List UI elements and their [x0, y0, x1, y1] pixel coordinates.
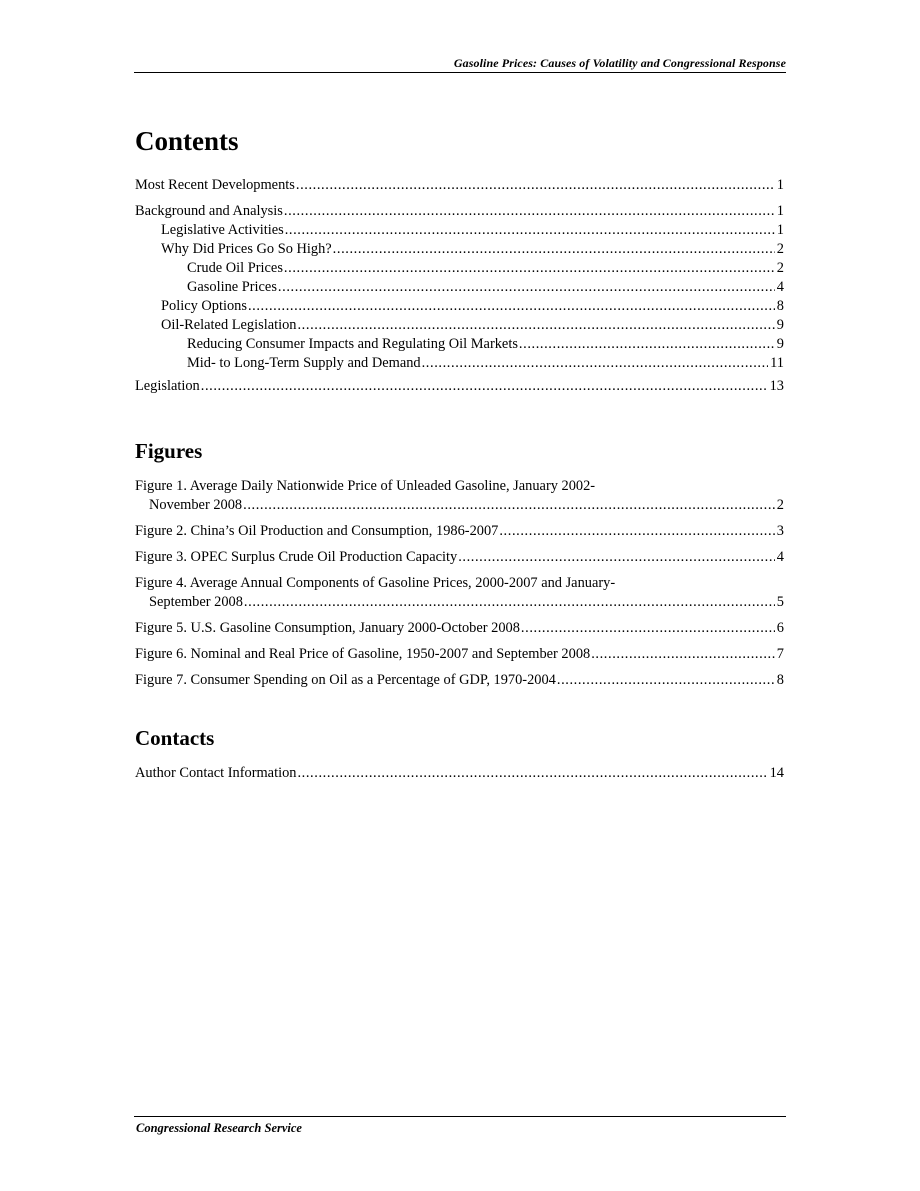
figure-entry[interactable] — [135, 619, 784, 638]
figure-entry-title: Figure 6. Nominal and Real Price of Gasoline, 1950-2007 and September 2008 — [135, 646, 591, 662]
toc-entry-title: Most Recent Developments — [135, 177, 295, 193]
figure-entry-page: 4 — [776, 549, 784, 565]
toc-entry-page: 8 — [776, 298, 784, 314]
toc-entry-page: 1 — [776, 222, 784, 238]
running-footer: Congressional Research Service — [136, 1121, 302, 1135]
toc-entry-title: Why Did Prices Go So High? — [161, 241, 332, 257]
figure-entry-title: Figure 7. Consumer Spending on Oil as a Percentage of GDP, 1970-2004 — [135, 672, 556, 688]
figures-list — [135, 477, 784, 690]
contact-entry-title: Author Contact Information — [135, 765, 297, 781]
dot-leader — [201, 377, 768, 396]
toc-entry[interactable] — [135, 377, 784, 396]
figures-heading: Figures — [135, 439, 203, 463]
toc-entry-page: 2 — [776, 260, 784, 276]
figure-entry-title: Figure 3. OPEC Surplus Crude Oil Production Capacity — [135, 549, 458, 565]
toc-entry-title: Policy Options — [161, 298, 247, 314]
dot-leader — [557, 671, 775, 690]
running-header: Gasoline Prices: Causes of Volatility and Congressional Response — [453, 56, 786, 70]
contact-entry-page: 14 — [769, 765, 784, 781]
figure-entry-page: 8 — [776, 672, 784, 688]
toc-entry-page: 1 — [776, 203, 784, 219]
toc-entry-title: Background and Analysis — [135, 203, 283, 219]
toc-entry[interactable] — [135, 316, 784, 335]
figure-entry-page: 2 — [776, 497, 784, 513]
contents-heading: Contents — [135, 126, 239, 156]
figure-entry-title-line2: November 2008 — [149, 497, 243, 513]
dot-leader — [248, 297, 775, 316]
toc-entry-title: Legislative Activities — [161, 222, 284, 238]
toc-entry-title: Gasoline Prices — [187, 279, 277, 295]
toc-entry-title: Reducing Consumer Impacts and Regulating Oil Markets — [187, 336, 518, 352]
toc-entry[interactable] — [135, 335, 784, 354]
toc-entry-page: 13 — [769, 378, 784, 394]
dot-leader — [499, 522, 774, 541]
contact-entry[interactable] — [135, 764, 784, 783]
toc-entry[interactable] — [135, 259, 784, 278]
figure-entry-page: 7 — [776, 646, 784, 662]
contacts-list — [135, 764, 784, 783]
toc-entry[interactable] — [135, 176, 784, 195]
footer-rule — [134, 1116, 786, 1117]
toc-entry[interactable] — [135, 278, 784, 297]
figure-entry[interactable] — [135, 548, 784, 567]
toc-entry-page: 1 — [776, 177, 784, 193]
dot-leader — [591, 645, 775, 664]
figure-entry-page: 6 — [776, 620, 784, 636]
figure-entry-title: Figure 2. China’s Oil Production and Consumption, 1986-2007 — [135, 523, 499, 539]
dot-leader — [458, 548, 775, 567]
toc-entry-title: Crude Oil Prices — [187, 260, 283, 276]
figure-entry-title-line1: Figure 4. Average Annual Components of Gasoline Prices, 2000-2007 and January- — [135, 575, 616, 591]
contents-list — [135, 176, 784, 396]
figure-entry[interactable] — [135, 477, 784, 515]
dot-leader — [285, 221, 775, 240]
toc-entry-page: 9 — [776, 317, 784, 333]
table-of-contents — [135, 126, 784, 783]
dot-leader — [244, 593, 775, 612]
figure-entry-page: 3 — [776, 523, 784, 539]
dot-leader — [422, 354, 769, 373]
toc-entry[interactable] — [135, 240, 784, 259]
dot-leader — [243, 496, 775, 515]
toc-entry-page: 4 — [776, 279, 784, 295]
toc-entry[interactable] — [135, 202, 784, 221]
toc-entry[interactable] — [135, 221, 784, 240]
toc-entry-title: Legislation — [135, 378, 200, 394]
header-rule — [134, 72, 786, 73]
dot-leader — [278, 278, 775, 297]
toc-entry-page: 9 — [776, 336, 784, 352]
dot-leader — [333, 240, 775, 259]
dot-leader — [284, 259, 775, 278]
dot-leader — [297, 316, 774, 335]
toc-entry[interactable] — [135, 354, 784, 373]
figure-entry[interactable] — [135, 522, 784, 541]
figure-entry-title-line2: September 2008 — [149, 594, 243, 610]
toc-entry[interactable] — [135, 297, 784, 316]
dot-leader — [521, 619, 775, 638]
figure-entry[interactable] — [135, 671, 784, 690]
dot-leader — [519, 335, 775, 354]
toc-entry-page: 2 — [776, 241, 784, 257]
figure-entry-title: Figure 5. U.S. Gasoline Consumption, January 2000-October 2008 — [135, 620, 520, 636]
figure-entry[interactable] — [135, 645, 784, 664]
toc-entry-title: Mid- to Long-Term Supply and Demand — [187, 355, 421, 371]
dot-leader — [284, 202, 775, 221]
dot-leader — [296, 176, 775, 195]
toc-entry-title: Oil-Related Legislation — [161, 317, 297, 333]
figure-entry-page: 5 — [776, 594, 784, 610]
dot-leader — [297, 764, 767, 783]
contacts-heading: Contacts — [135, 726, 215, 750]
toc-entry-page: 11 — [770, 355, 784, 371]
figure-entry[interactable] — [135, 574, 784, 612]
figure-entry-title-line1: Figure 1. Average Daily Nationwide Price of Unleaded Gasoline, January 2002- — [135, 478, 596, 494]
